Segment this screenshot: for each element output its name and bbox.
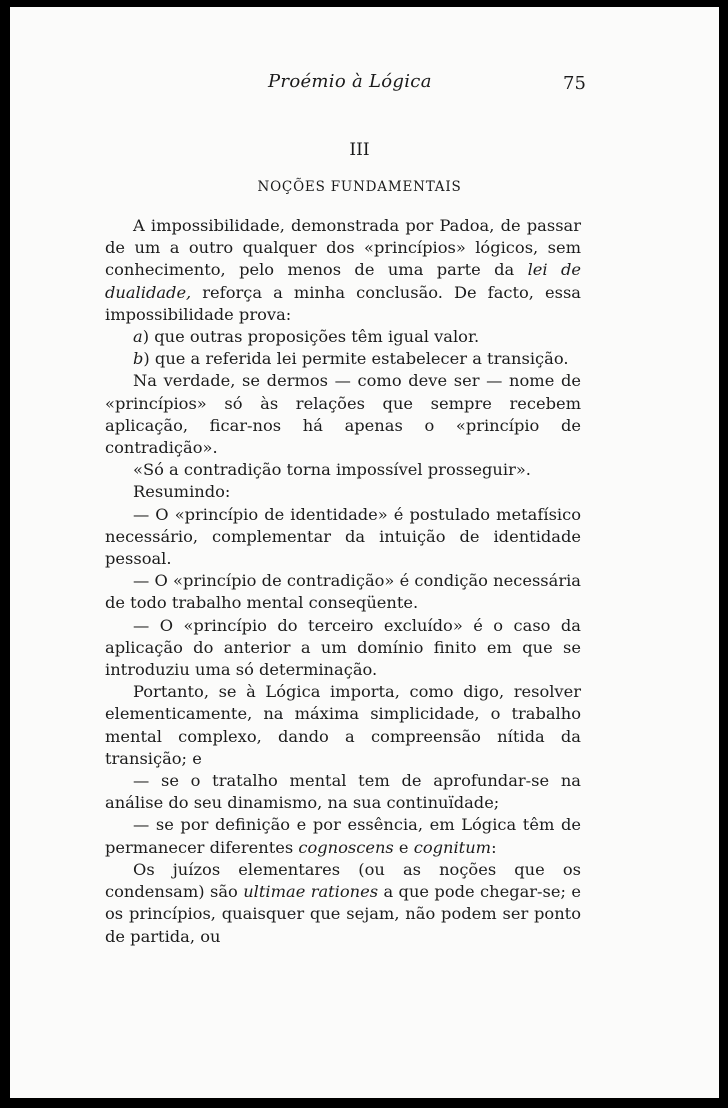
paragraph: a) que outras proposições têm igual valor. bbox=[133, 327, 480, 347]
body-text bbox=[105, 215, 581, 948]
page-number: 75 bbox=[563, 73, 586, 94]
paragraph: A impossibilidade, demonstrada por Padoa, de passar de um a outro qualquer dos «princípios» lógicos, sem conhecimento, pelo menos de uma parte da lei de dualidade, reforça a minha conclusão. De facto, essa impossibilidade prova: bbox=[105, 216, 581, 324]
running-title: Proémio à Lógica bbox=[268, 71, 432, 92]
paragraph: Portanto, se à Lógica importa, como digo, resolver elementicamente, na máxima simplicidade, o trabalho mental complexo, dando a compreensão nítida da transição; e bbox=[105, 682, 581, 768]
paragraph: b) que a referida lei permite estabelecer a transição. bbox=[133, 349, 569, 369]
paragraph: — se o tratalho mental tem de aprofundar-se na análise do seu dinamismo, na sua continuïdade; bbox=[105, 771, 581, 813]
paragraph: — O «princípio de contradição» é condição necessária de todo trabalho mental conseqüente. bbox=[105, 571, 581, 613]
paragraph: — O «princípio do terceiro excluído» é o caso da aplicação do anterior a um domínio finito em que se introduziu uma só determinação. bbox=[105, 615, 581, 680]
chapter-title: NOÇÕES FUNDAMENTAIS bbox=[257, 179, 462, 195]
paragraph: Os juízos elementares (ou as noções que os condensam) são ultimae rationes a que pode chegar-se; e os princípios, quaisquer que sejam, não podem ser ponto de partida, ou bbox=[105, 859, 581, 946]
running-head bbox=[10, 71, 719, 101]
chapter-number: III bbox=[349, 140, 370, 160]
book-page bbox=[10, 7, 719, 1098]
paragraph: Na verdade, se dermos — como deve ser — nome de «princípios» só às relações que sempre recebem aplicação, ficar-nos há apenas o «princípio de contradição». bbox=[105, 371, 581, 458]
paragraph: — se por definição e por essência, em Lógica têm de permanecer diferentes cognoscens e cognitum: bbox=[105, 815, 581, 857]
paragraph: — O «princípio de identidade» é postulado metafísico necessário, complementar da intuição de identidade pessoal. bbox=[105, 504, 581, 569]
paragraph: Resumindo: bbox=[133, 482, 231, 502]
paragraph: «Só a contradição torna impossível prosseguir». bbox=[133, 460, 531, 480]
